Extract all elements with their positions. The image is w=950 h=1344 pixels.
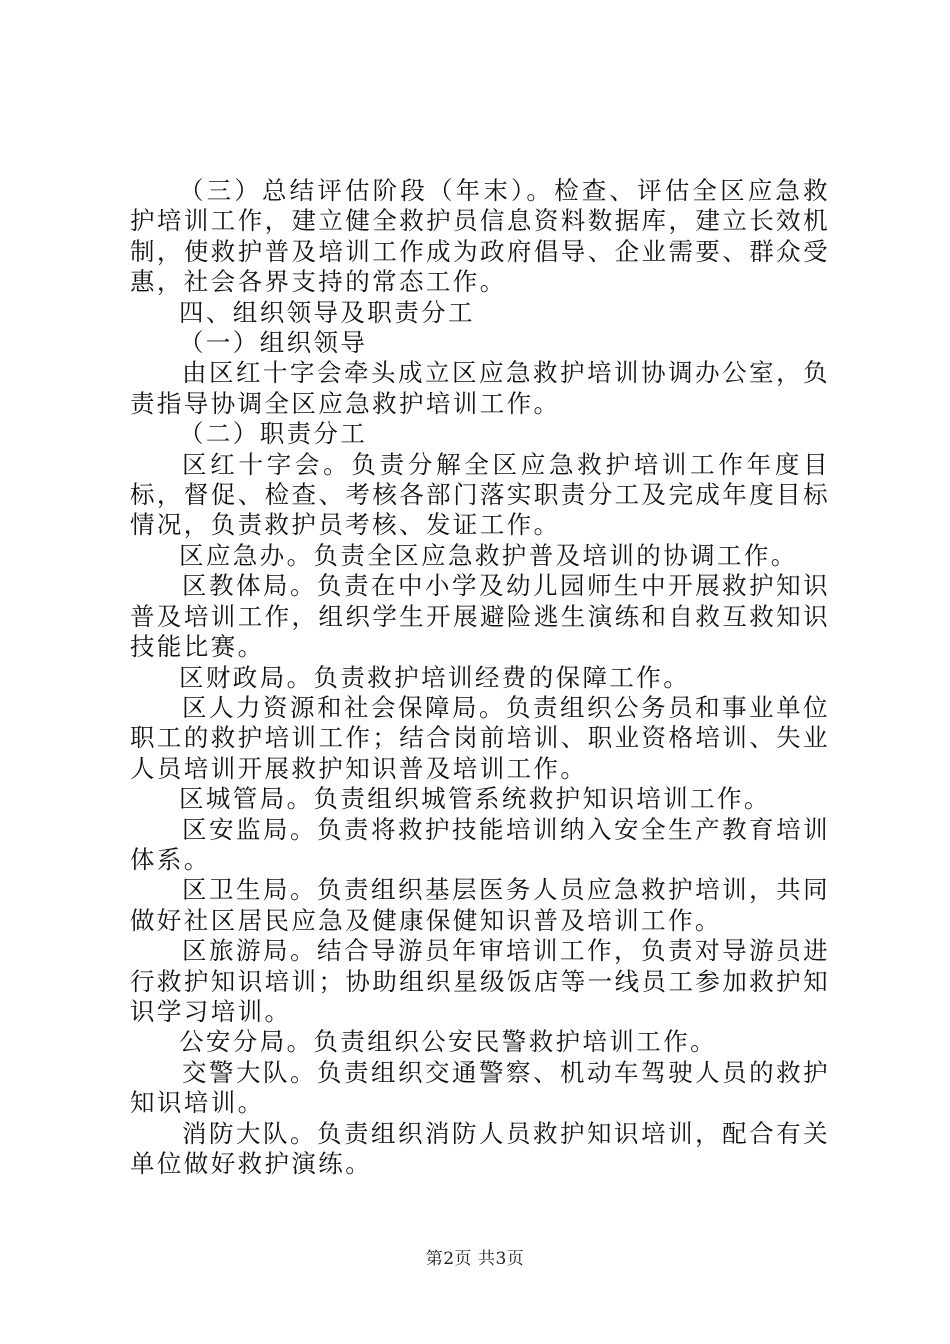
paragraph-leadership: 由区红十字会牵头成立区应急救护培训协调办公室，负责指导协调全区应急救护培训工作。 [130,358,830,418]
paragraph-fire-brigade: 消防大队。负责组织消防人员救护知识培训，配合有关单位做好救护演练。 [130,1118,830,1178]
paragraph-safety-supervision: 区安监局。负责将救护技能培训纳入安全生产教育培训体系。 [130,814,830,874]
paragraph-hr-bureau: 区人力资源和社会保障局。负责组织公务员和事业单位职工的救护培训工作；结合岗前培训、职业资格培训、失业人员培训开展救护知识普及培训工作。 [130,692,830,783]
paragraph-traffic-police: 交警大队。负责组织交通警察、机动车驾驶人员的救护知识培训。 [130,1057,830,1118]
document-body [130,176,830,1179]
paragraph-red-cross: 区红十字会。负责分解全区应急救护培训工作年度目标，督促、检查、考核各部门落实职责分工及完成年度目标情况，负责救护员考核、发证工作。 [130,449,830,540]
subheading-duties: （二）职责分工 [179,419,368,449]
paragraph-emergency-office: 区应急办。负责全区应急救护普及培训的协调工作。 [179,540,798,570]
paragraph-tourism-bureau: 区旅游局。结合导游员年审培训工作，负责对导游员进行救护知识培训；协助组织星级饭店等一线员工参加救护知识学习培训。 [130,936,830,1026]
paragraph-finance-bureau: 区财政局。负责救护培训经费的保障工作。 [179,662,691,692]
paragraph-health-bureau: 区卫生局。负责组织基层医务人员应急救护培训，共同做好社区居民应急及健康保健知识普及培训工作。 [130,875,830,935]
heading-organization: 四、组织领导及职责分工 [179,297,475,327]
paragraph-education-bureau: 区教体局。负责在中小学及幼儿园师生中开展救护知识普及培训工作，组织学生开展避险逃生演练和自救互救知识技能比赛。 [130,571,830,662]
page-number: 第2页 共3页 [425,1249,525,1269]
subheading-leadership: （一）组织领导 [179,328,368,358]
paragraph-public-security: 公安分局。负责组织公安民警救护培训工作。 [179,1027,717,1057]
paragraph-summary-phase: （三）总结评估阶段（年末）。检查、评估全区应急救护培训工作，建立健全救护员信息资料数据库，建立长效机制，使救护普及培训工作成为政府倡导、企业需要、群众受惠，社会各界支持的常态工作。 [130,176,830,297]
paragraph-urban-management: 区城管局。负责组织城管系统救护知识培训工作。 [179,784,771,814]
